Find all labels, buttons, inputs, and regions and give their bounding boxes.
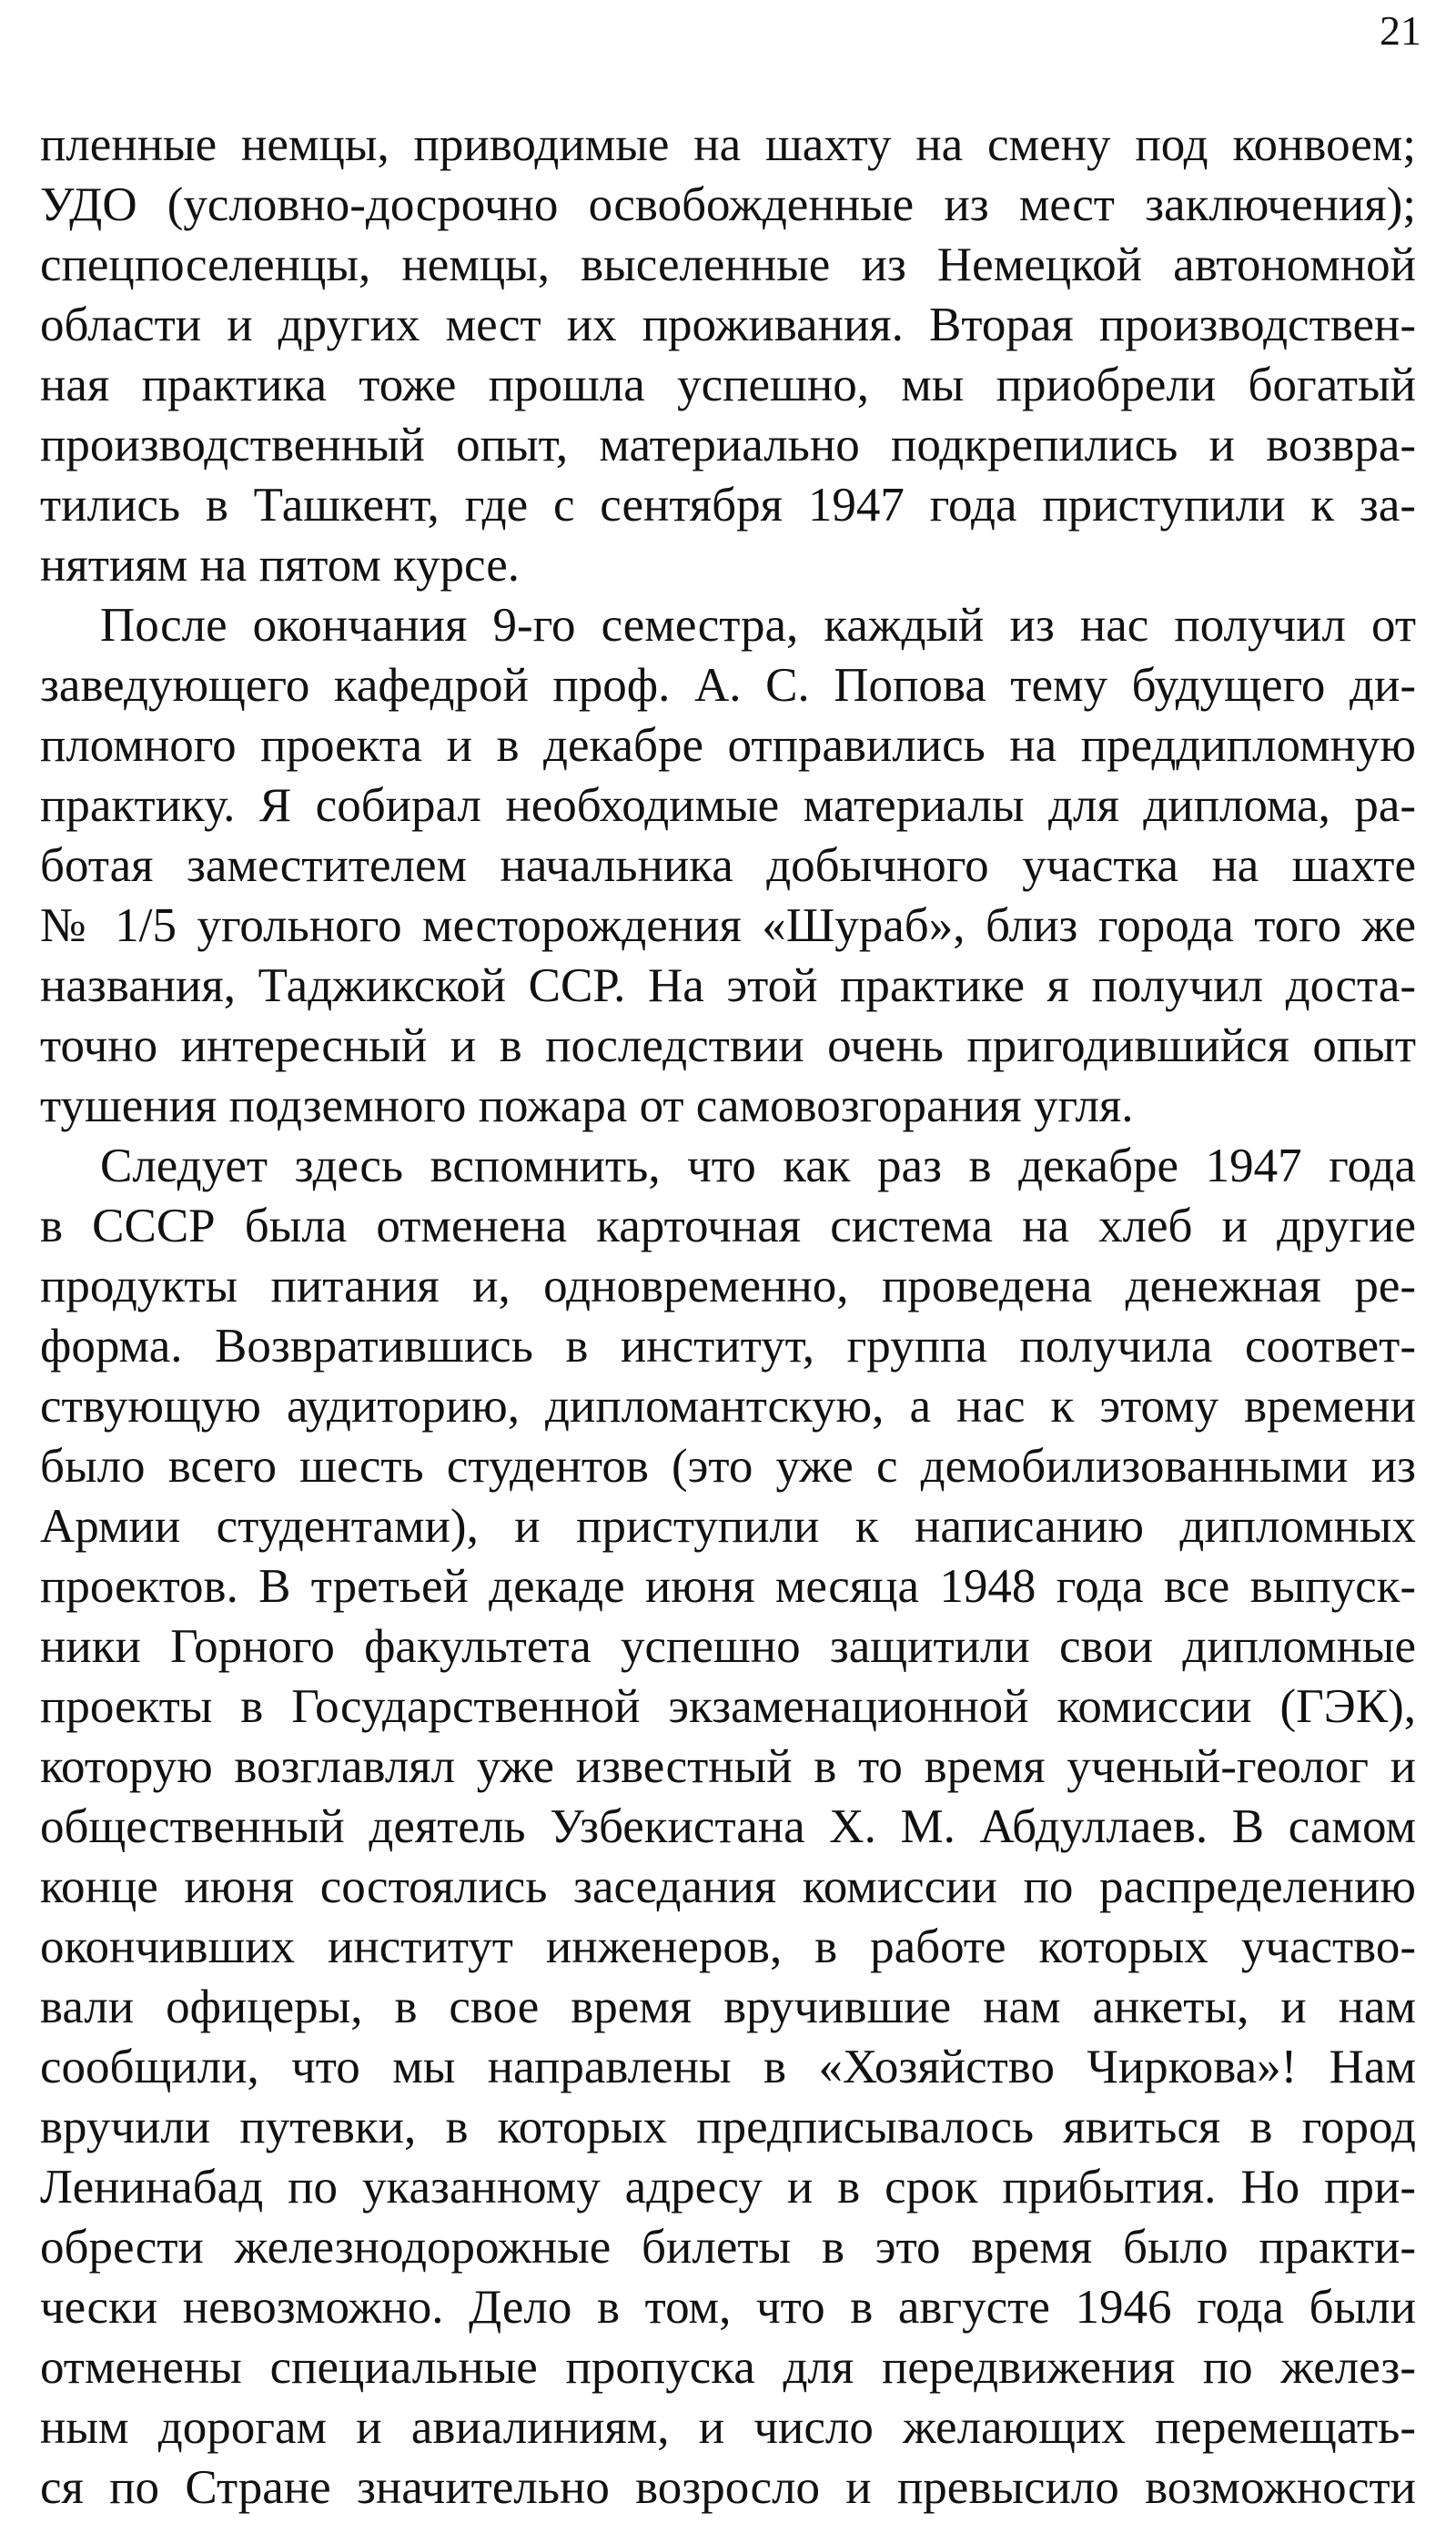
text-line: вали офицеры, в свое время вручившие нам анкеты, и нам — [40, 1981, 1416, 2033]
text-line: ся по Стране значительно возросло и превысило возможности — [40, 2461, 1416, 2514]
text-line: ным дорогам и авиалиниям, и число желающих перемещать- — [40, 2401, 1416, 2454]
paragraph — [40, 595, 1416, 1136]
text-line: спецпоселенцы, немцы, выселенные из Немецкой автономной — [40, 238, 1416, 291]
text-line: общественный деятель Узбекистана Х. М. Абдуллаев. В самом — [40, 1800, 1416, 1853]
text-line: продукты питания и, одновременно, проведена денежная ре- — [40, 1260, 1416, 1312]
text-line: обрести железнодорожные билеты в это время было практи- — [40, 2221, 1416, 2274]
text-line: Следует здесь вспомнить, что как раз в декабре 1947 года — [100, 1140, 1416, 1192]
text-line: практику. Я собирал необходимые материалы для диплома, ра- — [40, 779, 1416, 832]
text-line: производственный опыт, материально подкрепились и возвра- — [40, 419, 1416, 471]
paragraph — [40, 1136, 1416, 2518]
text-line: УДО (условно-досрочно освобожденные из мест заключения); — [40, 178, 1416, 231]
text-line: в СССР была отменена карточная система на хлеб и другие — [40, 1200, 1416, 1252]
text-line: После окончания 9-го семестра, каждый из нас получил от — [100, 599, 1416, 652]
page-number: 21 — [1380, 7, 1421, 54]
text-line: № 1/5 угольного месторождения «Шураб», близ города того же — [40, 899, 1416, 952]
text-line: окончивших институт инженеров, в работе которых участво- — [40, 1920, 1416, 1973]
text-line: форма. Возвратившись в институт, группа получила соответ- — [40, 1320, 1416, 1373]
text-line: области и других мест их проживания. Вторая производствен- — [40, 299, 1416, 351]
text-line: чески невозможно. Дело в том, что в августе 1946 года были — [40, 2281, 1416, 2334]
text-line: нятиям на пятом курсе. — [40, 539, 520, 592]
text-line: ная практика тоже прошла успешно, мы приобрели богатый — [40, 359, 1416, 411]
text-line: названия, Таджикской ССР. На этой практике я получил доста- — [40, 959, 1416, 1012]
text-line: проекты в Государственной экзаменационной комиссии (ГЭК), — [40, 1680, 1416, 1733]
text-line: тились в Ташкент, где с сентября 1947 года приступили к за- — [40, 479, 1416, 532]
text-line: пленные немцы, приводимые на шахту на смену под конвоем; — [40, 118, 1416, 171]
text-line: конце июня состоялись заседания комиссии по распределению — [40, 1860, 1416, 1913]
text-line: Армии студентами), и приступили к написанию дипломных — [40, 1500, 1416, 1553]
paragraph — [40, 115, 1416, 595]
text-line: сообщили, что мы направлены в «Хозяйство Чиркова»! Нам — [40, 2041, 1416, 2093]
text-line: ствующую аудиторию, дипломантскую, а нас к этому времени — [40, 1380, 1416, 1433]
body-text — [40, 115, 1416, 2518]
text-line: вручили путевки, в которых предписывалось явиться в город — [40, 2101, 1416, 2153]
text-line: отменены специальные пропуска для передвижения по желез- — [40, 2341, 1416, 2394]
text-line: точно интересный и в последствии очень пригодившийся опыт — [40, 1019, 1416, 1072]
text-line: проектов. В третьей декаде июня месяца 1948 года все выпуск- — [40, 1560, 1416, 1613]
text-line: ники Горного факультета успешно защитили свои дипломные — [40, 1620, 1416, 1673]
text-line: Ленинабад по указанному адресу и в срок прибытия. Но при- — [40, 2161, 1416, 2214]
text-line: заведующего кафедрой проф. А. С. Попова тему будущего ди- — [40, 659, 1416, 712]
text-line: которую возглавлял уже известный в то время ученый-геолог и — [40, 1740, 1416, 1793]
text-line: ботая заместителем начальника добычного участка на шахте — [40, 839, 1416, 892]
text-line: тушения подземного пожара от самовозгорания угля. — [40, 1079, 1134, 1132]
text-line: было всего шесть студентов (это уже с демобилизованными из — [40, 1440, 1416, 1493]
text-line: пломного проекта и в декабре отправились на преддипломную — [40, 719, 1416, 772]
